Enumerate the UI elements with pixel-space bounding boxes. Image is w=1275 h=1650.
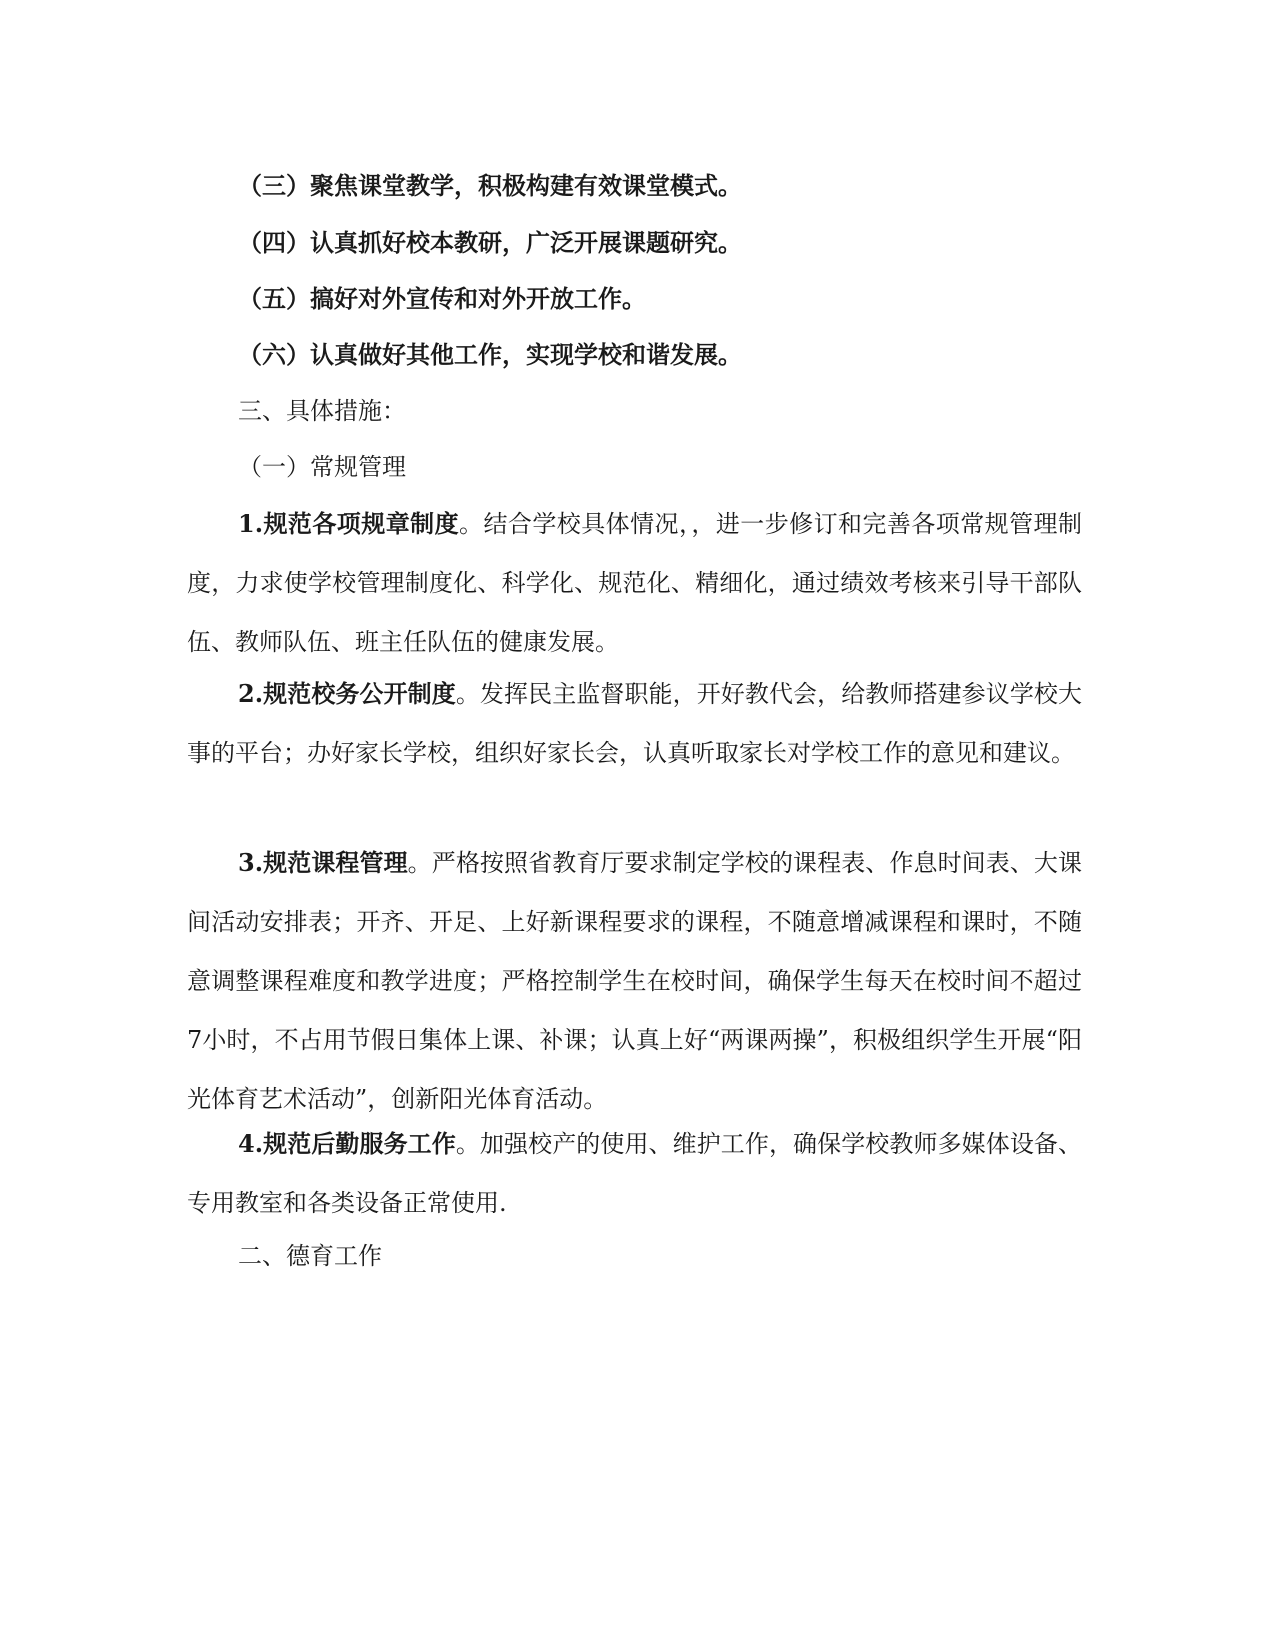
item-body: 。严格按照省教育厅要求制定学校的课程表、作息时间表、大课间活动安排表；开齐、开足、上好新课程要求的课程，不随意增减课程和课时，不随意调整课程难度和教学进度；严格控制学生在校时间，确保学生每天在校时间不超过7小时，不占用节假日集体上课、补课；认真上好“两课两操”，积极组织学生开展“阳光体育艺术活动”，创新阳光体育活动。 (187, 849, 1083, 1113)
item-lead: 2.规范校务公开制度 (238, 679, 456, 708)
section-heading-moral-education: 二、德育工作 (238, 1242, 382, 1270)
item-logistics-services (187, 1114, 1082, 1233)
subsection-heading-routine-management: （一）常规管理 (238, 453, 406, 481)
item-curriculum-management (187, 833, 1082, 1129)
item-body: 。发挥民主监督职能，开好教代会，给教师搭建参议学校大事的平台；办好家长学校，组织好家长会，认真听取家长对学校工作的意见和建议。 (187, 680, 1083, 767)
item-affairs-disclosure (187, 664, 1082, 783)
heading-four: （四）认真抓好校本教研，广泛开展课题研究。 (238, 228, 742, 257)
item-body: 。结合学校具体情况，，进一步修订和完善各项常规管理制度，力求使学校管理制度化、科学化、规范化、精细化，通过绩效考核来引导干部队伍、教师队伍、班主任队伍的健康发展。 (187, 510, 1082, 656)
heading-three: （三）聚焦课堂教学，积极构建有效课堂模式。 (238, 171, 742, 200)
item-body: 。加强校产的使用、维护工作，确保学校教师多媒体设备、专用教室和各类设备正常使用. (187, 1130, 1083, 1217)
item-lead: 1.规范各项规章制度 (238, 509, 460, 538)
item-lead: 4.规范后勤服务工作 (238, 1129, 456, 1158)
section-heading-measures: 三、具体措施： (238, 397, 406, 425)
heading-six: （六）认真做好其他工作，实现学校和谐发展。 (238, 340, 742, 369)
heading-five: （五）搞好对外宣传和对外开放工作。 (238, 284, 646, 313)
item-lead: 3.规范课程管理 (238, 848, 408, 877)
item-rules-regulations (187, 494, 1082, 672)
